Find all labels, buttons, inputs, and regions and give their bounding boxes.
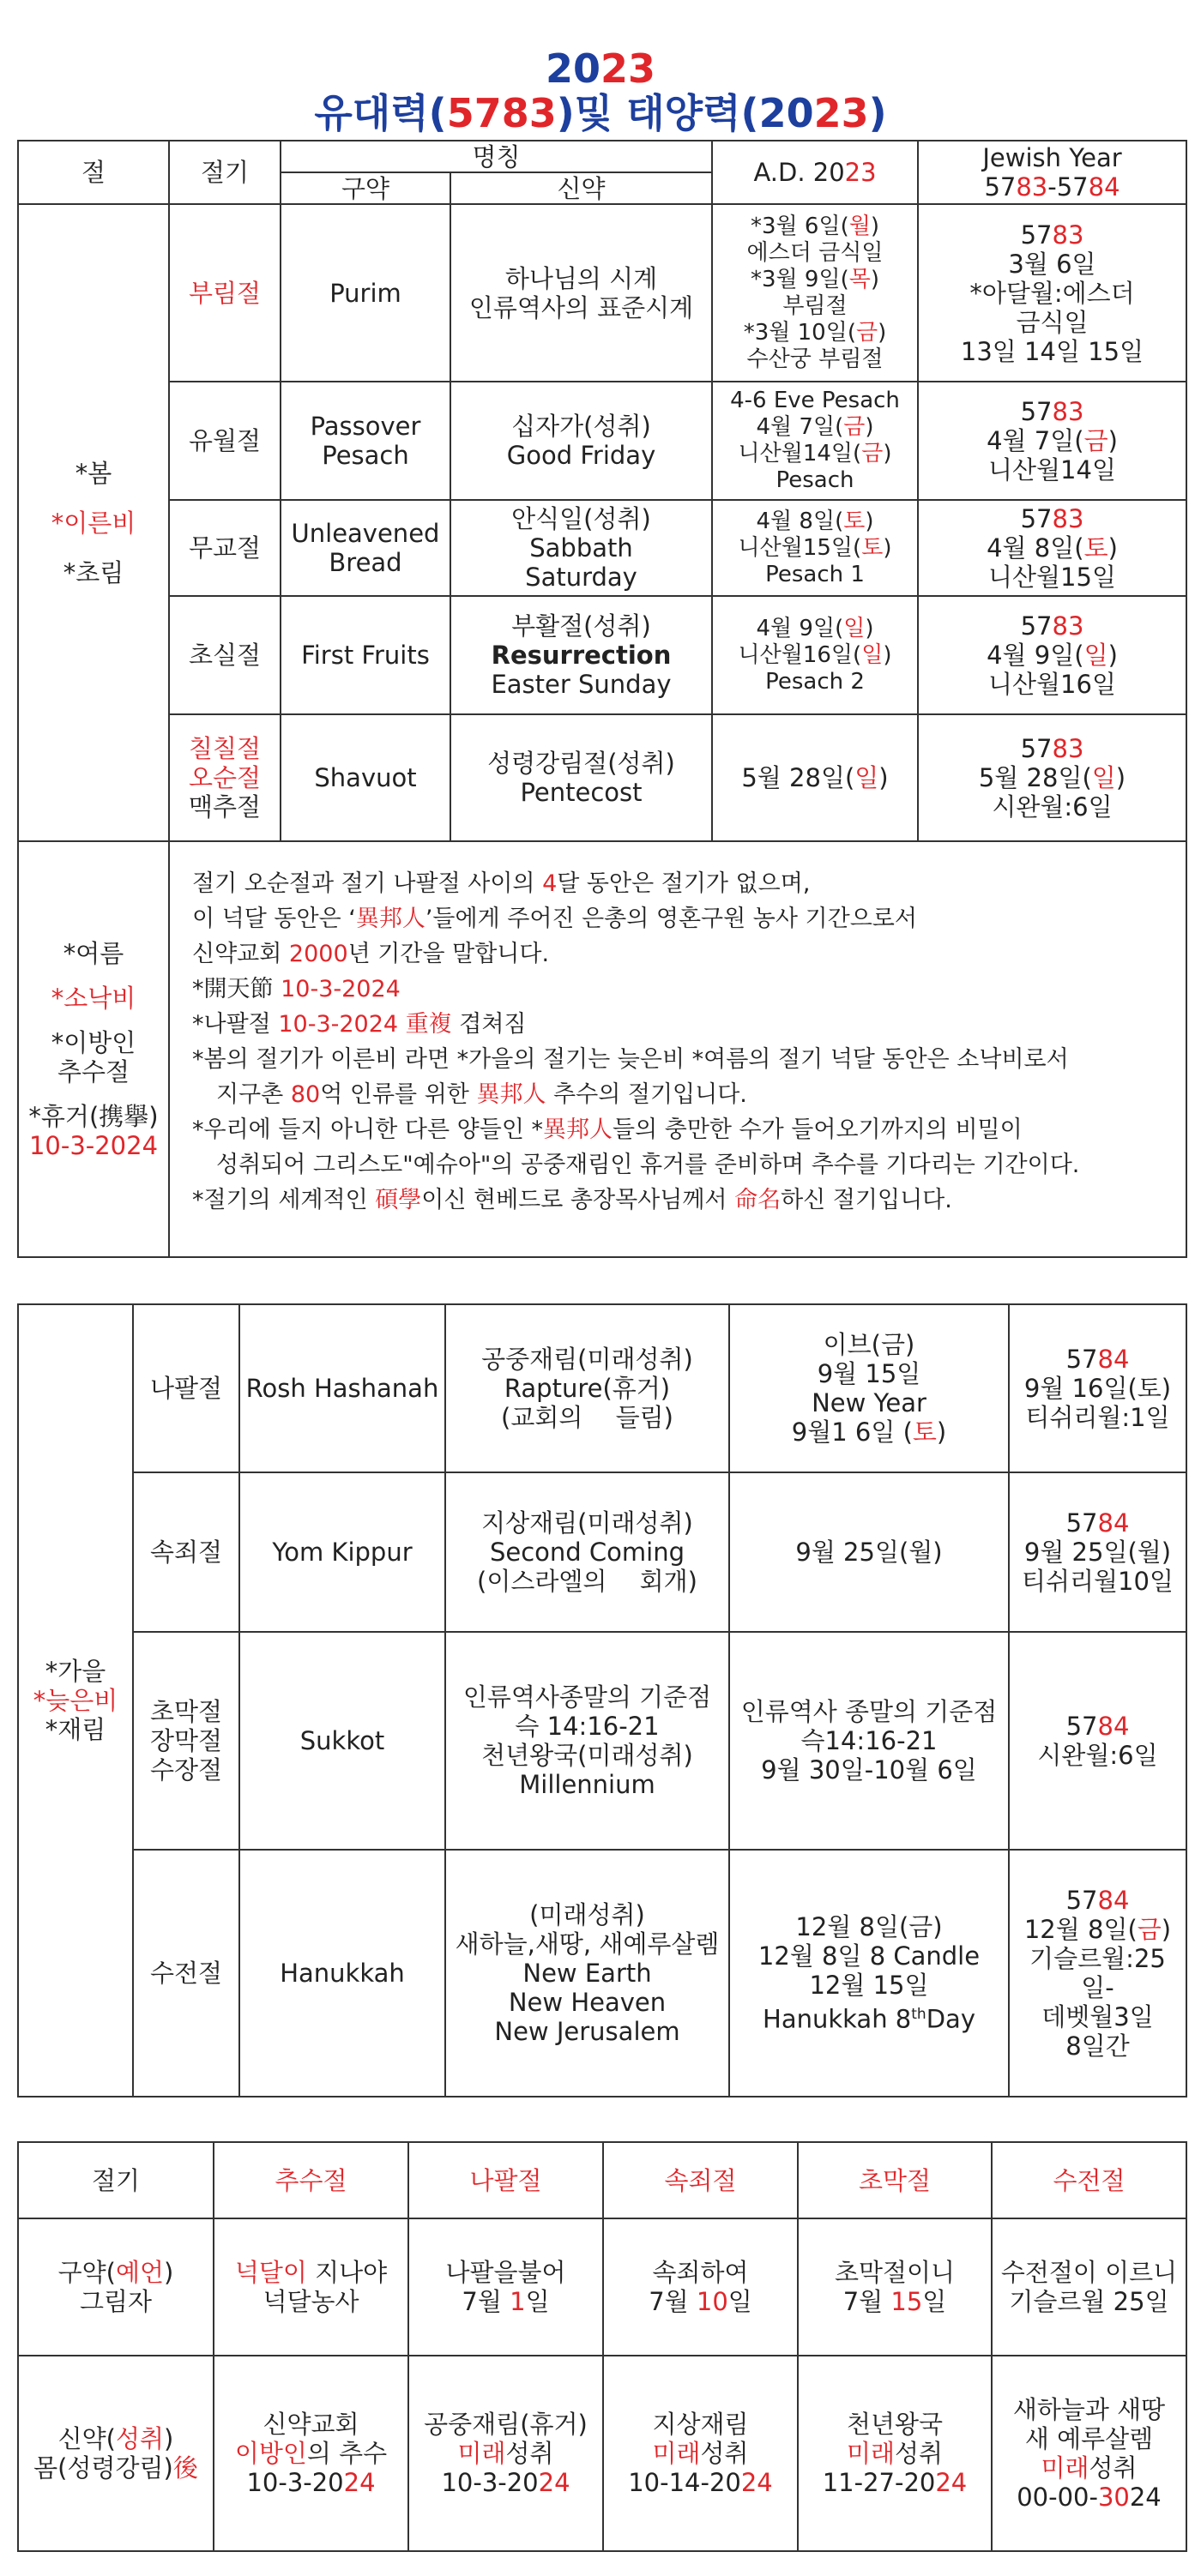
- jy-shavuot: 5783 5월 28일(일) 시완월:6일: [918, 714, 1186, 841]
- jeolgi-purim: 부림절: [169, 204, 281, 382]
- jy-rosh-hashanah: 5784 9월 16일(토) 티쉬리월:1일: [1009, 1304, 1186, 1472]
- nt-trumpets: 공중재림(휴거) 미래성취 10-3-2024: [408, 2356, 603, 2551]
- summer-notes: 절기 오순절과 절기 나팔절 사이의 4달 동안은 절기가 없으며, 이 넉달 동안은 ‘異邦人’들에게 주어진 은총의 영혼구원 농사 기간으로서 신약교회 2000년 기간을 말합니다. *開天節 10-3-2024 *나팔절 10-3-2024 重複 겹쳐짐 *봄의 절기가 이른비 라면 *가을의 절기는 늦은비 *여름의 절기 넉달 동안은 소낙비로서 지구촌 80억 인류를 위한 異邦人 추수의 절기입니다. *우리에 들지 아니한 다른 양들인 *異邦人들의 충만한 수가 들어오기까지의 비밀이 성취되어 그리스도"예슈아"의 공중재림인 휴거를 준비하며 추수를 기다리는 기간이다. *절기의 세계적인 碩學이신 현베드로 총장목사님께서 命名하신 절기입니다.: [169, 841, 1186, 1257]
- nt-yom-kippur: 지상재림(미래성취) Second Coming (이스라엘의 회개): [445, 1472, 729, 1632]
- jeolgi-shavuot: 칠칠절 오순절 맥추절: [169, 714, 281, 841]
- header-jeol: 절: [18, 141, 169, 204]
- ad-first-fruits: 4월 9일(일) 니산월16일(일) Pesach 2: [712, 596, 918, 714]
- nt-rosh-hashanah: 공중재림(미래성취) Rapture(휴거) (교회의 들림): [445, 1304, 729, 1472]
- ad-purim: *3월 6일(월) 에스더 금식일 *3월 9일(목) 부림절 *3월 10일(금) 수산궁 부림절: [712, 204, 918, 382]
- nt-dedication: 새하늘과 새땅 새 예루살렘 미래성취 00-00-3024: [992, 2356, 1186, 2551]
- jy-sukkot: 5784 시완월:6일: [1009, 1632, 1186, 1850]
- shadow-fulfillment-table: [17, 2141, 1187, 2552]
- ot-unleavened: Unleavened Bread: [281, 500, 450, 596]
- nt-shavuot: 성령강림절(성취) Pentecost: [450, 714, 712, 841]
- ad-hanukkah: 12월 8일(금) 12월 8일 8 Candle 12월 15일 Hanukkah 8thDay: [729, 1850, 1009, 2097]
- header-new-testament: 신약: [450, 172, 712, 204]
- nt-unleavened: 안식일(성취) Sabbath Saturday: [450, 500, 712, 596]
- jy-hanukkah: 5784 12월 8일(금) 기슬르월:25일- 데벳월3일 8일간: [1009, 1850, 1186, 2097]
- row-header: [18, 2142, 1186, 2218]
- ot-harvest: 넉달이 지나야 넉달농사: [214, 2218, 408, 2356]
- title-calendars: 유대력(5783)및 태양력(2023): [314, 90, 887, 136]
- jy-purim: 5783 3월 6일 *아달월:에스더 금식일 13일 14일 15일: [918, 204, 1186, 382]
- col-dedication: 수전절: [992, 2142, 1186, 2218]
- ot-trumpets: 나팔을불어 7월 1일: [408, 2218, 603, 2356]
- col-tabernacles: 초막절: [798, 2142, 992, 2218]
- row-sukkot: [18, 1632, 1186, 1850]
- jeolgi-rosh-hashanah: 나팔절: [133, 1304, 239, 1472]
- jeolgi-hanukkah: 수전절: [133, 1850, 239, 2097]
- ot-shavuot: Shavuot: [281, 714, 450, 841]
- spring-summer-table: [17, 140, 1187, 1258]
- season-autumn: *가을 *늦은비 *재림: [18, 1304, 133, 2097]
- season-summer: *여름 *소낙비 *이방인 추수절 *휴거(携擧) 10-3-2024: [18, 841, 169, 1257]
- ot-tabernacles: 초막절이니 7월 15일: [798, 2218, 992, 2356]
- nt-hanukkah: (미래성취) 새하늘,새땅, 새예루살렘 New Earth New Heaven New Jerusalem: [445, 1850, 729, 2097]
- nt-purim: 하나님의 시계 인류역사의 표준시계: [450, 204, 712, 382]
- nt-label: 신약(성취) 몸(성령강림)後: [18, 2356, 214, 2551]
- nt-first-fruits: 부활절(성취) Resurrection Easter Sunday: [450, 596, 712, 714]
- ad-passover: 4-6 Eve Pesach 4월 7일(금) 니산월14일(금) Pesach: [712, 382, 918, 500]
- ad-rosh-hashanah: 이브(금) 9월 15일 New Year 9월1 6일 (토): [729, 1304, 1009, 1472]
- jy-passover: 5783 4월 7일(금) 니산월14일: [918, 382, 1186, 500]
- ot-passover: Passover Pesach: [281, 382, 450, 500]
- nt-atonement: 지상재림 미래성취 10-14-2024: [603, 2356, 798, 2551]
- row-passover: [18, 382, 1186, 500]
- ot-atonement: 속죄하여 7월 10일: [603, 2218, 798, 2356]
- ad-sukkot: 인류역사 종말의 기준점 슥14:16-21 9월 30일-10월 6일: [729, 1632, 1009, 1850]
- title-year: 2023: [545, 45, 656, 92]
- header-old-testament: 구약: [281, 172, 450, 204]
- ad-yom-kippur: 9월 25일(월): [729, 1472, 1009, 1632]
- row-shavuot: [18, 714, 1186, 841]
- nt-harvest: 신약교회 이방인의 추수 10-3-2024: [214, 2356, 408, 2551]
- row-first-fruits: [18, 596, 1186, 714]
- jy-unleavened: 5783 4월 8일(토) 니산월15일: [918, 500, 1186, 596]
- jeolgi-yom-kippur: 속죄절: [133, 1472, 239, 1632]
- jeolgi-first-fruits: 초실절: [169, 596, 281, 714]
- col-harvest: 추수절: [214, 2142, 408, 2218]
- col-jeolgi: 절기: [18, 2142, 214, 2218]
- ot-purim: Purim: [281, 204, 450, 382]
- autumn-table: [17, 1303, 1187, 2098]
- header-jeolgi: 절기: [169, 141, 281, 204]
- row-unleavened: [18, 500, 1186, 596]
- nt-sukkot: 인류역사종말의 기준점 슥 14:16-21 천년왕국(미래성취) Millennium: [445, 1632, 729, 1850]
- jeolgi-unleavened: 무교절: [169, 500, 281, 596]
- row-yom-kippur: [18, 1472, 1186, 1632]
- jy-yom-kippur: 5784 9월 25일(월) 티쉬리월10일: [1009, 1472, 1186, 1632]
- jeolgi-passover: 유월절: [169, 382, 281, 500]
- ad-unleavened: 4월 8일(토) 니산월15일(토) Pesach 1: [712, 500, 918, 596]
- ot-hanukkah: Hanukkah: [239, 1850, 445, 2097]
- row-old-testament: [18, 2218, 1186, 2356]
- jeolgi-sukkot: 초막절 장막절 수장절: [133, 1632, 239, 1850]
- ot-yom-kippur: Yom Kippur: [239, 1472, 445, 1632]
- nt-passover: 십자가(성취) Good Friday: [450, 382, 712, 500]
- col-trumpets: 나팔절: [408, 2142, 603, 2218]
- row-summer: [18, 841, 1186, 1257]
- ad-shavuot: 5월 28일(일): [712, 714, 918, 841]
- header-ad: A.D. 2023: [712, 141, 918, 204]
- ot-rosh-hashanah: Rosh Hashanah: [239, 1304, 445, 1472]
- header-jewish-year: Jewish Year 5783-5784: [918, 141, 1186, 204]
- ot-first-fruits: First Fruits: [281, 596, 450, 714]
- nt-tabernacles: 천년왕국 미래성취 11-27-2024: [798, 2356, 992, 2551]
- jy-first-fruits: 5783 4월 9일(일) 니산월16일: [918, 596, 1186, 714]
- season-spring: *봄 *이른비 *초림: [18, 204, 169, 841]
- ot-label: 구약(예언) 그림자: [18, 2218, 214, 2356]
- header-name: 명칭: [281, 141, 712, 172]
- row-hanukkah: [18, 1850, 1186, 2097]
- col-atonement: 속죄절: [603, 2142, 798, 2218]
- ot-sukkot: Sukkot: [239, 1632, 445, 1850]
- row-rosh-hashanah: [18, 1304, 1186, 1472]
- ot-dedication: 수전절이 이르니 기슬르월 25일: [992, 2218, 1186, 2356]
- row-new-testament: [18, 2356, 1186, 2551]
- row-purim: [18, 204, 1186, 382]
